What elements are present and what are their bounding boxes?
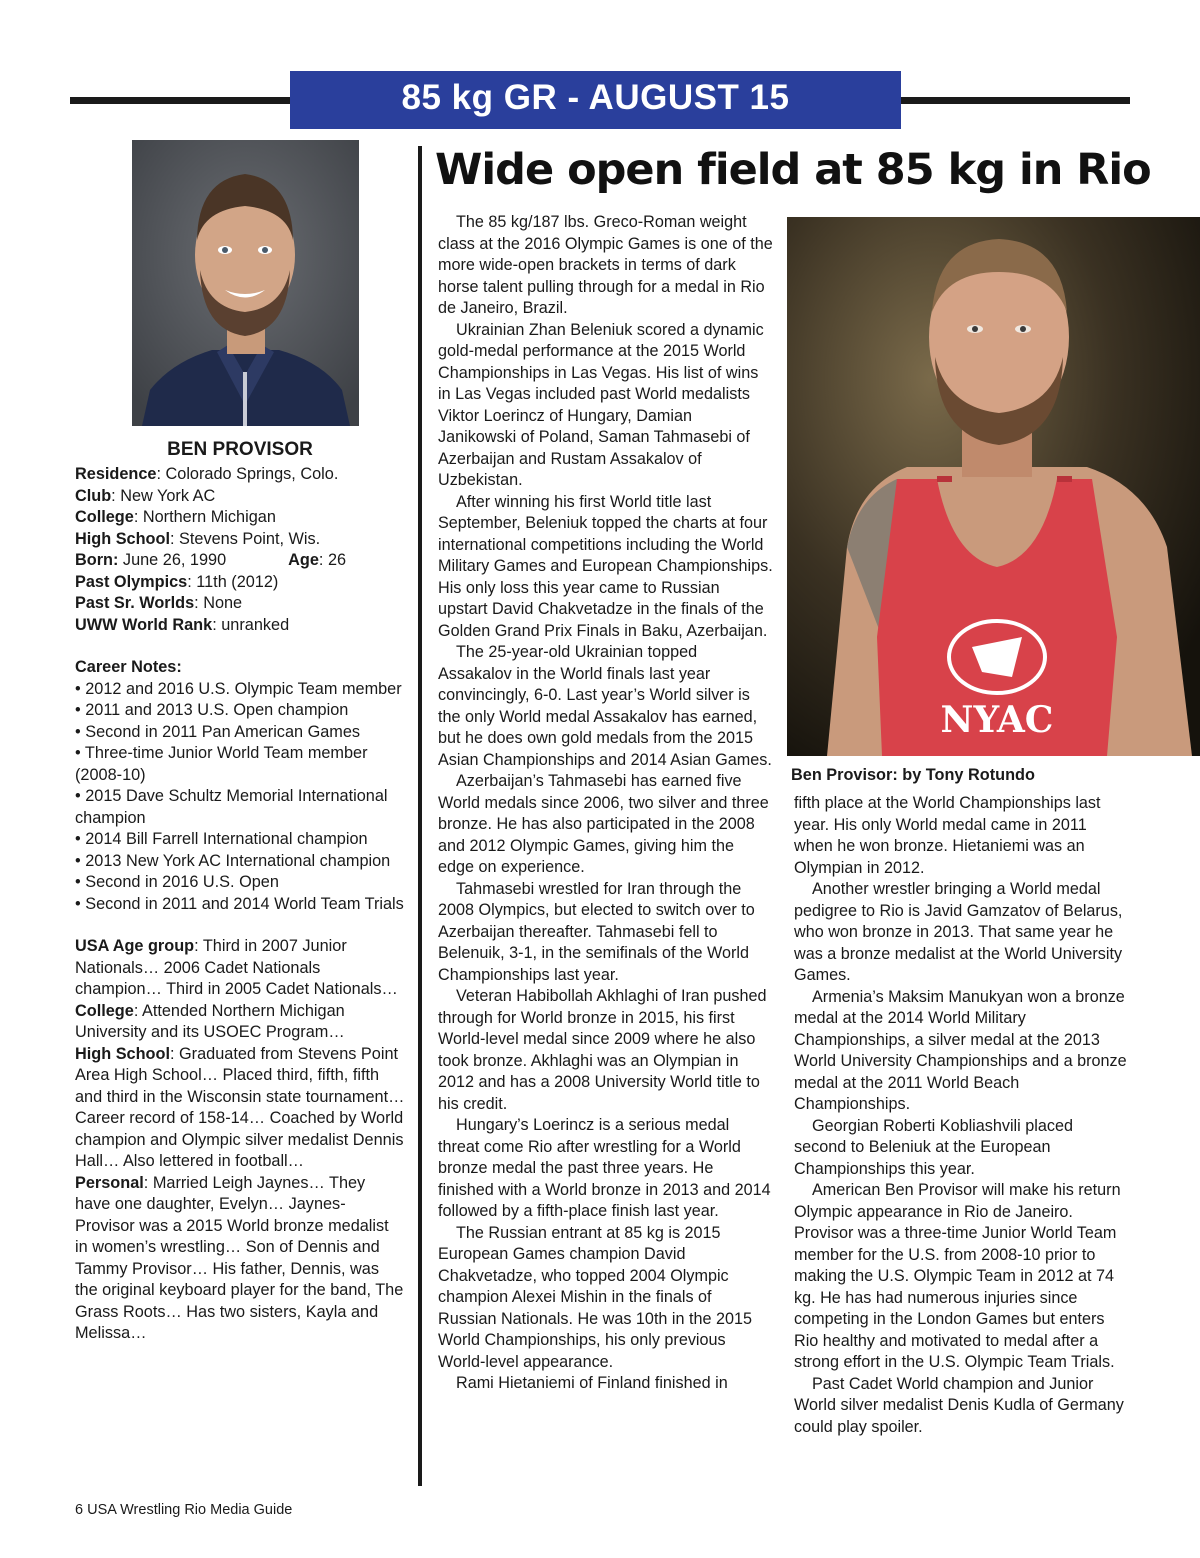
athlete-name: BEN PROVISOR (167, 439, 313, 460)
article-paragraph: American Ben Provisor will make his return Olympic appearance in Rio de Janeiro. Provisor was a three-time Junior World Team member for the U.S. from 2008-10 prior to making the U.S. Olympic Team in 2012 at 74 kg. He has had numerous injuries since competing in the London Games but enters Rio healthy and motivated to medal after a strong effort in the U.S. Olympic Team Trials. (794, 1181, 1121, 1371)
college-row: College: Northern Michigan (75, 508, 276, 526)
club-row: Club: New York AC (75, 486, 216, 505)
article-paragraph-continued: fifth place at the World Championships last year. His only World medal came in 2011 when he won bronze. Hietaniemi was an Olympian in 2012. (794, 794, 1101, 877)
article-paragraph: The 85 kg/187 lbs. Greco-Roman weight class at the 2016 Olympic Games is one of the more wide-open brackets in terms of dark horse talent pulling through for a medal in Rio de Janeiro, Brazil. (438, 213, 773, 317)
article-paragraph: Ukrainian Zhan Beleniuk scored a dynamic gold-medal performance at the 2015 World Championships in Las Vegas. His list of wins in Las Vegas included past World medalists Viktor Loerincz of Hungary, Damian Janikowski of Poland, Saman Tahmasebi of Azerbaijan and Rustam Assakalov of Uzbekistan. (438, 320, 764, 489)
header-rule-right (898, 97, 1130, 104)
career-note: • Three-time Junior World Team member (2008-10) (75, 744, 368, 784)
article-paragraph: Georgian Roberti Kobliashvili placed second to Beleniuk at the European Championships this year. (794, 1116, 1073, 1178)
article-paragraph: The 25-year-old Ukrainian topped Assakalov in the World finals last year convincingly, 6-0. Last year’s World silver is the only World medal Assakalov has earned, but he does own gold medals from the 2015 Asian Championships and 2014 Asian Games. (438, 643, 772, 769)
article-paragraph: Rami Hietaniemi of Finland finished in (456, 1374, 728, 1392)
past-worlds-row: Past Sr. Worlds: None (75, 594, 243, 612)
article-column-1 (438, 212, 773, 1395)
photo-caption: Ben Provisor: by Tony Rotundo (791, 766, 1035, 784)
article-headline: Wide open field at 85 kg in Rio (435, 145, 1151, 195)
page-footer: 6 USA Wrestling Rio Media Guide (75, 1502, 293, 1518)
high-school-row: High School: Stevens Point, Wis. (75, 529, 321, 548)
article-paragraph: Veteran Habibollah Akhlaghi of Iran pushed through for World bronze in 2015, his first World-level medal since 2009 where he also took bronze. Akhlaghi was an Olympian in 2012 and has a 2008 University World title to his credit. (438, 987, 767, 1113)
career-note: • 2012 and 2016 U.S. Olympic Team member (75, 679, 402, 698)
wrestler-photo (787, 217, 1200, 756)
article-column-2 (794, 793, 1129, 1438)
career-note: • Second in 2011 Pan American Games (75, 722, 361, 741)
article-paragraph: Another wrestler bringing a World medal pedigree to Rio is Javid Gamzatov of Belarus, who won bronze in 2013. That same year he was a bronze medalist at the World University Games. (794, 880, 1123, 984)
athlete-profile (75, 438, 405, 1345)
residence-row: Residence: Colorado Springs, Colo. (75, 465, 339, 483)
career-note: • 2014 Bill Farrell International champion (75, 830, 368, 848)
career-note: • 2011 and 2013 U.S. Open champion (75, 701, 349, 719)
article-paragraph: The Russian entrant at 85 kg is 2015 European Games champion David Chakvetadze, who topped 2004 Olympic champion Alexei Mishin in the finals of Russian Nationals. He was 10th in the 2015 World Championships, his only previous World-level appearance. (438, 1223, 753, 1371)
past-olympics-row: Past Olympics: 11th (2012) (75, 572, 279, 591)
career-note: • 2013 New York AC International champion (75, 851, 391, 870)
article-paragraph: Armenia’s Maksim Manukyan won a bronze medal at the 2014 World Military Championships, a silver medal at the 2013 World University Championships and a bronze medal at the 2011 World Beach Championships. (794, 987, 1127, 1113)
high-school-notes: High School: Graduated from Stevens Point Area High School… Placed third, fifth, fifth and third in the Wisconsin state tournament… Career record of 158-14… Coached by World champion and Olympic silver medalist Dennis Hall… Also lettered in football… (75, 1044, 405, 1170)
article-paragraph: After winning his first World title last September, Beleniuk topped the charts at four international competitions including the World Military Games and European Championships. His only loss this year came to Russian upstart David Chakvetadze in the finals of the Golden Grand Prix Finals in Baku, Azerbaijan. (438, 492, 773, 640)
born-row: Born: June 26, 1990 Age: 26 (75, 551, 347, 569)
header-rule-left (70, 97, 292, 104)
career-note: • Second in 2011 and 2014 World Team Trials (75, 894, 404, 913)
college-notes: College: Attended Northern Michigan University and its USOEC Program… (75, 1001, 345, 1041)
career-notes-heading: Career Notes: (75, 658, 182, 676)
headshot-photo (132, 140, 359, 426)
article-paragraph: Tahmasebi wrestled for Iran through the 2008 Olympics, but elected to switch over to Azerbaijan thereafter. Tahmasebi fell to Belenuik, 3-1, in the semifinals of the World Championships last year. (438, 879, 755, 984)
world-rank-row: UWW World Rank: unranked (75, 615, 290, 634)
career-note: • Second in 2016 U.S. Open (75, 873, 279, 891)
career-note: • 2015 Dave Schultz Memorial International champion (75, 787, 388, 827)
article-paragraph: Azerbaijan’s Tahmasebi has earned five World medals since 2006, two silver and three bronze. He has also participated in the 2008 and 2012 Olympic Games, giving him the edge on experience. (438, 772, 769, 876)
personal-notes: Personal: Married Leigh Jaynes… They have one daughter, Evelyn… Jaynes-Provisor was a 2015 World bronze medalist in women’s wrestling… Son of Dennis and Tammy Provisor… His father, Dennis, was the original keyboard player for the band, The Grass Roots… Has two sisters, Kayla and Melissa… (75, 1173, 404, 1342)
singlet-text: NYAC (940, 699, 1054, 741)
event-banner: 85 kg GR - AUGUST 15 (290, 71, 901, 129)
age-group-notes: USA Age group: Third in 2007 Junior Nationals… 2006 Cadet Nationals champion… Third in 2005 Cadet Nationals… (75, 937, 398, 998)
column-divider (418, 146, 422, 1486)
article-paragraph: Past Cadet World champion and Junior World silver medalist Denis Kudla of Germany could play spoiler. (794, 1374, 1124, 1436)
article-paragraph: Hungary’s Loerincz is a serious medal threat come Rio after wrestling for a World bronze medal the past three years. He finished with a World bronze in 2013 and 2014 followed by a fifth-place finish last year. (438, 1116, 771, 1220)
